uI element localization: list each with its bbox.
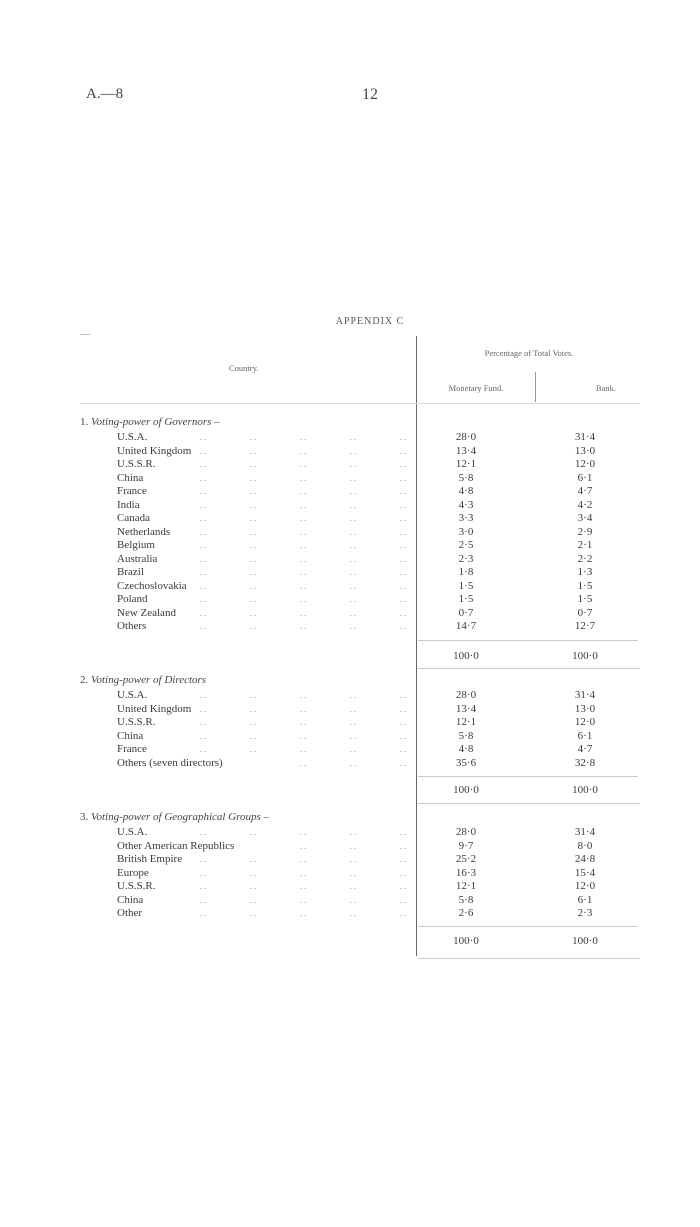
fund-value: 3·3: [458, 512, 474, 524]
fund-value: 16·3: [455, 866, 477, 879]
country-name: New Zealand: [117, 606, 176, 619]
table-row: [0, 512, 700, 525]
leader-dots: . . . . . . . . . .: [200, 581, 406, 591]
country-name: Canada: [117, 512, 150, 524]
country-name: Other: [117, 907, 143, 919]
bank-value: 32·8: [574, 756, 596, 769]
fund-value: 5·8: [458, 729, 474, 742]
fund-value: 5·8: [458, 893, 474, 906]
table-row: [0, 431, 700, 444]
bank-value: 31·4: [574, 689, 596, 701]
fund-value: 12·1: [455, 716, 477, 728]
table-row: [0, 757, 700, 770]
table-row: [0, 730, 700, 743]
bank-value: 8·0: [577, 839, 593, 852]
leader-dots: . . . . . . . . . .: [200, 527, 406, 537]
leader-dots: . . . . . . . . . .: [200, 514, 406, 523]
bank-value: 31·4: [574, 826, 596, 838]
table-row: [0, 445, 700, 458]
bank-value: 1·3: [577, 566, 593, 578]
country-name: Others: [117, 620, 147, 632]
country-name: Czechoslovakia: [117, 579, 187, 592]
bank-total: 100·0: [572, 935, 598, 947]
fund-value: 2·6: [458, 907, 474, 919]
country-name: British Empire: [117, 853, 183, 865]
fund-value: 28·0: [455, 689, 477, 701]
bank-value: 0·7: [577, 606, 593, 619]
leader-dots: . . . . . . . . . .: [200, 446, 406, 456]
fund-value: 0·7: [458, 606, 474, 619]
country-name: U.S.A.: [117, 689, 148, 701]
page-reference: A.—8: [86, 86, 124, 102]
leader-dots: . . . . . . . . . .: [200, 882, 406, 891]
leader-dots: . . . . . . . . . .: [200, 554, 406, 564]
fund-value: 25·2: [455, 853, 477, 865]
bank-value: 31·4: [574, 431, 596, 443]
table-row: [0, 458, 700, 471]
bank-total: 100·0: [572, 650, 598, 662]
leader-dots: . . . . . . . . . .: [200, 487, 406, 496]
country-name: U.S.S.R.: [117, 716, 156, 728]
country-name: China: [117, 893, 144, 906]
fund-value: 1·5: [458, 579, 474, 592]
leader-dots: . . . . . . . . . .: [200, 541, 406, 550]
leader-dots: . . . . . . . . . .: [200, 691, 406, 700]
country-name: France: [117, 485, 147, 497]
table-row: [0, 580, 700, 593]
fund-value: 4·8: [458, 485, 474, 497]
section-title: [80, 416, 220, 428]
leader-dots: . . . . . . . . . .: [200, 745, 406, 754]
bank-value: 13·0: [574, 702, 596, 715]
bank-value: 2·3: [577, 907, 593, 919]
leader-dots: . . . . . . . . . .: [200, 622, 406, 631]
bank-value: 4·7: [577, 743, 593, 755]
table-row: [0, 716, 700, 729]
section-title-suffix: –: [211, 416, 220, 428]
section-end-rule: [418, 958, 640, 959]
bank-value: 12·0: [574, 716, 596, 728]
leader-dots: . . . . . . . . . .: [200, 868, 406, 878]
section-title: [80, 811, 269, 823]
table-row: [0, 620, 700, 633]
leader-dots: . . . . . .: [300, 841, 406, 851]
leader-dots: . . . . . . . . . .: [200, 855, 406, 864]
leader-dots: . . . . . . . . . .: [200, 909, 406, 918]
leader-dots: . . . . . . . . . .: [200, 433, 406, 442]
header-bottom-rule: [80, 403, 640, 404]
country-name: Europe: [117, 866, 149, 879]
fund-value: 35·6: [455, 756, 477, 769]
bank-value: 24·8: [574, 853, 596, 865]
fund-value: 2·3: [458, 552, 474, 565]
section-title-text: Voting-power of Directors: [91, 674, 207, 686]
country-name: India: [117, 498, 140, 511]
fund-value: 5·8: [458, 471, 474, 484]
table-row: [0, 907, 700, 920]
bank-value: 4·2: [577, 498, 593, 511]
country-name: China: [117, 471, 144, 484]
section-number: 2.: [80, 674, 91, 686]
fund-value: 12·1: [455, 458, 477, 470]
table-row: [0, 894, 700, 907]
bank-total: 100·0: [572, 784, 598, 796]
section-end-rule: [418, 668, 640, 669]
country-name: Belgium: [117, 539, 155, 551]
bank-value: 6·1: [577, 471, 593, 484]
total-rule: [418, 640, 638, 641]
section-title-suffix: –: [260, 811, 270, 823]
table-row: [0, 526, 700, 539]
country-name: France: [117, 743, 147, 755]
fund-value: 28·0: [455, 826, 477, 838]
bank-value: 4·7: [577, 485, 593, 497]
percentage-header: Percentage of Total Votes.: [484, 348, 574, 358]
bank-value: 2·9: [577, 525, 593, 538]
fund-value: 1·8: [458, 566, 474, 578]
fund-value: 28·0: [455, 431, 477, 443]
fund-total: 100·0: [453, 650, 479, 662]
leader-dots: . . . . . . . . . .: [200, 895, 406, 905]
country-column-header: Country.: [229, 363, 259, 373]
appendix-title: APPENDIX C: [335, 316, 405, 327]
bank-value: 13·0: [574, 444, 596, 457]
leader-dots: . . . . . . . . . .: [200, 568, 406, 577]
leader-dots: . . . . . . . . . .: [200, 828, 406, 837]
table-row: [0, 689, 700, 702]
bank-value: 2·1: [577, 539, 593, 551]
fund-total: 100·0: [453, 784, 479, 796]
bank-value: 6·1: [577, 893, 593, 906]
table-row: [0, 553, 700, 566]
leader-dots: . . . . . . . . . .: [200, 718, 406, 727]
leader-dots: . . . . . . . . . .: [200, 731, 406, 741]
bank-value: 6·1: [577, 729, 593, 742]
bank-value: 1·5: [577, 593, 593, 605]
table-row: [0, 867, 700, 880]
bank-value: 12·0: [574, 458, 596, 470]
table-row: [0, 880, 700, 893]
section-number: 1.: [80, 416, 91, 428]
country-name: Other American Republics: [117, 839, 235, 852]
section-title-text: Voting-power of Governors: [91, 416, 212, 428]
fund-value: 4·3: [458, 498, 474, 511]
country-name: Netherlands: [117, 525, 171, 538]
section-title: [80, 674, 206, 686]
country-name: U.S.S.R.: [117, 880, 156, 892]
table-row: [0, 840, 700, 853]
section-title-text: Voting-power of Geographical Groups: [91, 811, 261, 823]
country-name: U.S.A.: [117, 826, 148, 838]
table-row: [0, 853, 700, 866]
country-name: U.S.A.: [117, 431, 148, 443]
leader-dots: . . . . . . . . . .: [200, 460, 406, 469]
fund-value: 9·7: [458, 839, 474, 852]
leader-dots: . . . . . .: [300, 758, 406, 768]
page-number: 12: [362, 86, 378, 103]
bank-value: 15·4: [574, 866, 596, 879]
leader-dots: . . . . . . . . . .: [200, 608, 406, 618]
table-row: [0, 743, 700, 756]
section-number: 3.: [80, 811, 91, 823]
table-row: [0, 499, 700, 512]
country-name: United Kingdom: [117, 702, 192, 715]
table-row: [0, 703, 700, 716]
table-row: [0, 472, 700, 485]
table-row: [0, 607, 700, 620]
bank-value: 1·5: [577, 579, 593, 592]
country-name: U.S.S.R.: [117, 458, 156, 470]
fund-value: 1·5: [458, 593, 474, 605]
table-row: [0, 826, 700, 839]
fund-value: 12·1: [455, 880, 477, 892]
table-row: [0, 593, 700, 606]
country-name: Others (seven directors): [117, 756, 223, 769]
section-end-rule: [418, 803, 640, 804]
table-row: [0, 566, 700, 579]
fund-value: 2·5: [458, 539, 474, 551]
country-name: United Kingdom: [117, 444, 192, 457]
country-name: Australia: [117, 552, 158, 565]
bank-value: 12·0: [574, 880, 596, 892]
fund-value: 4·8: [458, 743, 474, 755]
leader-dots: . . . . . . . . . .: [200, 473, 406, 483]
leader-dots: . . . . . . . . . .: [200, 595, 406, 604]
fund-total: 100·0: [453, 935, 479, 947]
table-top-rule: [80, 334, 90, 335]
country-name: China: [117, 729, 144, 742]
table-row: [0, 485, 700, 498]
bank-column-header: Bank.: [595, 383, 616, 393]
fund-value: 13·4: [455, 702, 477, 715]
leader-dots: . . . . . . . . . .: [200, 704, 406, 714]
total-rule: [418, 776, 638, 777]
fund-value: 14·7: [455, 620, 477, 632]
fund-value: 13·4: [455, 444, 477, 457]
leader-dots: . . . . . . . . . .: [200, 500, 406, 510]
bank-value: 3·4: [577, 512, 593, 524]
table-row: [0, 539, 700, 552]
fund-value: 3·0: [458, 525, 474, 538]
country-name: Brazil: [117, 566, 144, 578]
total-rule: [418, 926, 638, 927]
country-name: Poland: [117, 593, 148, 605]
bank-value: 12·7: [574, 620, 596, 632]
bank-value: 2·2: [577, 552, 593, 565]
fund-column-header: Monetary Fund.: [448, 383, 504, 393]
